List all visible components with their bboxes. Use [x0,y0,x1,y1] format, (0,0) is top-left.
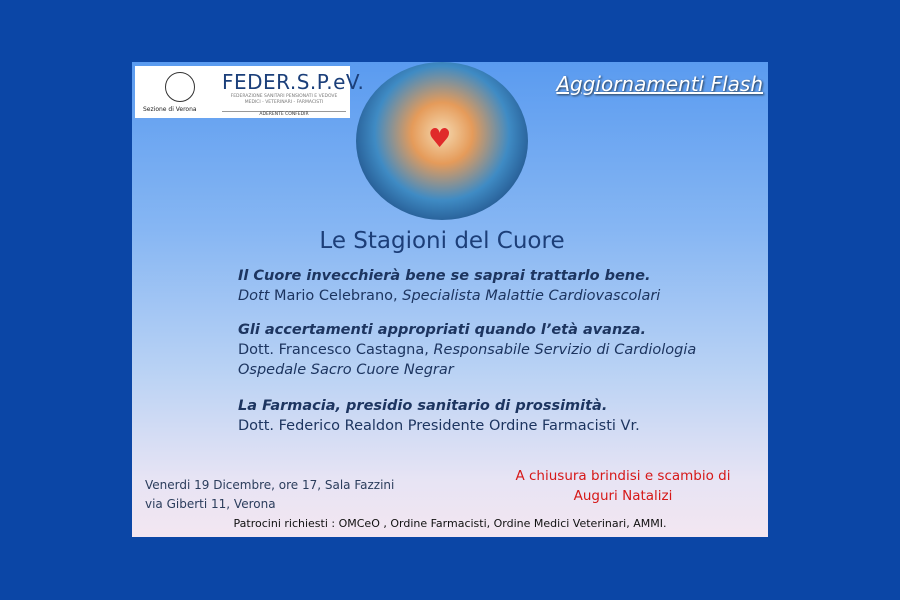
speaker-role: Specialista Malattie Cardiovascolari [402,288,661,304]
talk-speaker [238,340,696,360]
talk-speaker [238,286,660,306]
closing-line-1: A chiusura brindisi e scambio di [515,468,731,484]
talk-topic: La Farmacia, presidio sanitario di prossimità. [238,398,608,414]
talk-topic: Gli accertamenti appropriati quando l’età avanza. [238,322,647,338]
talk-3 [238,396,640,436]
logo-affiliation: ADERENTE CONFEDIR [222,111,346,117]
speaker-title: Dott [238,288,270,304]
speaker-name: Dott. Francesco Castagna, [238,342,434,358]
closing-note [492,466,754,506]
heart-seasons-illustration [356,62,528,220]
speaker-name: Mario Celebrano, [269,288,403,304]
logo-name: FEDER.S.P.eV. [222,70,365,94]
event-details [145,476,394,514]
talk-topic: Il Cuore invecchierà bene se saprai trattarlo bene. [238,268,651,284]
closing-line-2: Auguri Natalizi [573,488,673,504]
federspev-logo [135,66,365,118]
flash-badge: Aggiornamenti Flash [556,72,763,96]
event-address: via Giberti 11, Verona [145,497,276,511]
patronage: Patrocini richiesti : OMCeO , Ordine Farmacisti, Ordine Medici Veterinari, AMMI. [233,517,667,530]
logo-subtitle: FEDERAZIONE SANITARI PENSIONATI E VEDOVE MEDICI - VETERINARI - FARMACISTI [230,94,338,105]
speaker-role: Responsabile Servizio di Cardiologia [433,342,697,358]
talk-speaker: Dott. Federico Realdon Presidente Ordine Farmacisti Vr. [238,418,640,434]
event-flyer [132,62,768,537]
speaker-affiliation: Ospedale Sacro Cuore Negrar [238,362,454,378]
heart-icon: ♥ [428,124,452,154]
talk-2 [238,320,696,380]
page-title: Le Stagioni del Cuore [319,228,565,254]
talk-1 [238,266,660,306]
logo-section: Sezione di Verona [143,106,197,113]
seal-icon [165,72,195,102]
event-date: Venerdi 19 Dicembre, ore 17, Sala Fazzini [145,478,395,492]
